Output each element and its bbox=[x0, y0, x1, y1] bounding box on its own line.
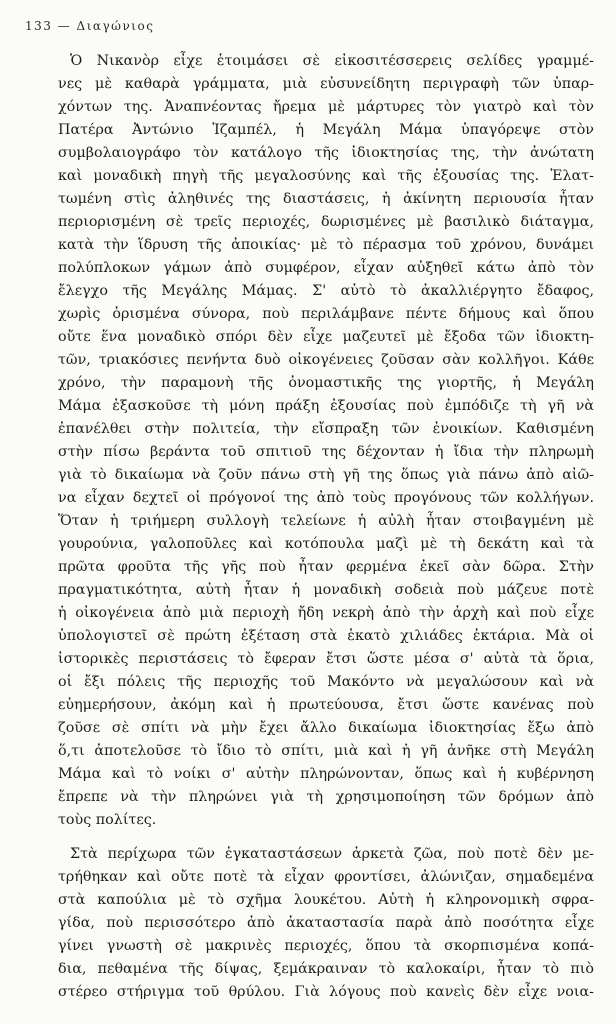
text-line: ὑπολογιστεῖ σὲ πρώτη ἐξέταση στὰ ἑκατὸ χιλιάδες ἑκτάρια. Μὰ οἱ bbox=[58, 628, 594, 644]
paragraph bbox=[58, 843, 594, 1004]
text-line: γουρούνια, γαλοποῦλες καὶ κοτόπουλα μαζὶ μὲ τὴ δεκάτη καὶ τὰ bbox=[58, 536, 594, 552]
text-line: Ὁ Νικανὸρ εἶχε ἑτοιμάσει σὲ εἰκοσιτέσσερεις σελίδες γραμμέ- bbox=[70, 53, 594, 69]
text-line: Ὅταν ἡ τριήμερη συλλογὴ τελείωνε ἡ αὐλὴ ἦταν στοιβαγμένη μὲ bbox=[58, 513, 594, 529]
text-line: οἱ ἔξι πόλεις τῆς περιοχῆς τοῦ Μακόντο νὰ μεγαλώσουν καὶ νὰ bbox=[58, 674, 594, 690]
text-line: γίνει γνωστὴ σὲ μακρινὲς περιοχές, ὅπου τὰ σκορπισμένα κοπά- bbox=[58, 938, 594, 954]
text-line: στὴν πίσω βεράντα τοῦ σπιτιοῦ της δέχονταν ἡ ἴδια τὴν πληρωμὴ bbox=[58, 444, 594, 460]
text-line: πολύπλοκων γάμων ἀπὸ συμφέρον, εἶχαν αὐξηθεῖ κάτω ἀπὸ τὸν bbox=[58, 260, 594, 276]
text-line: ἐπανέλθει στὴν πολιτεία, τὴν εἴσπραξη τῶν ἐνοικίων. Καθισμένη bbox=[58, 421, 594, 437]
text-line: οὔτε ἕνα μοναδικὸ σπόρι δὲν εἶχε μαζευτεῖ μὲ ἔξοδα τῶν ἰδιοκτη- bbox=[58, 329, 594, 345]
text-line: πραγματικότητα, αὐτὴ ἦταν ἡ μοναδικὴ σοδειὰ ποὺ μάζευε ποτὲ bbox=[58, 582, 594, 598]
text-line: ὅ,τι ἀποτελοῦσε τὸ ἴδιο τὸ σπίτι, μιὰ καὶ ἡ γῆ ἀνῆκε στὴ Μεγάλη bbox=[58, 743, 594, 759]
text-line: ζοῦσε σὲ σπίτι νὰ μὴν ἔχει ἄλλο δικαίωμα ἰδιοκτησίας ἔξω ἀπὸ bbox=[58, 720, 594, 736]
text-line: τῶν, τριακόσιες πενήντα δυὸ οἰκογένειες ζοῦσαν σὰν κολλῆγοι. Κάθε bbox=[58, 352, 594, 368]
text-line: περιορισμένη σὲ τρεῖς περιοχές, δωρισμένες μὲ βασιλικὸ διάταγμα, bbox=[58, 214, 594, 230]
text-line: Στὰ περίχωρα τῶν ἐγκαταστάσεων ἀρκετὰ ζῶα, ποὺ ποτὲ δὲν με- bbox=[70, 846, 594, 862]
text-line: συμβολαιογράφο τὸν κατάλογο τῆς ἰδιοκτησίας της, τὴν ἀνώτατη bbox=[58, 145, 594, 161]
text-line: Μάμα ἐξασκοῦσε τὴ μόνη πράξη ἐξουσίας ποὺ ἐμπόδιζε τὴ γῆ νὰ bbox=[58, 398, 594, 414]
text-line: γίδα, ποὺ περισσότερο ἀπὸ ἀκαταστασία παρὰ ἀπὸ ποσότητα εἶχε bbox=[58, 915, 594, 931]
text-line: εὐημερήσουν, ἀκόμη καὶ ἡ πρωτεύουσα, ἔτσι ὥστε κανένας ποὺ bbox=[58, 697, 594, 713]
text-line: στὰ καπούλια μὲ τὸ σχῆμα λουκέτου. Αὐτὴ ἡ κληρονομικὴ σφρα- bbox=[58, 892, 594, 908]
text-line: ἔλεγχο τῆς Μεγάλης Μάμας. Σ' αὐτὸ τὸ ἀκαλλιέργητο ἔδαφος, bbox=[58, 283, 594, 299]
text-line: χρόνο, τὴν παραμονὴ τῆς ὀνομαστικῆς της γιορτῆς, ἡ Μεγάλη bbox=[58, 375, 594, 391]
text-line: να εἶχαν δεχτεῖ οἱ πρόγονοί της ἀπὸ τοὺς προγόνους τῶν κολλήγων. bbox=[58, 490, 594, 506]
text-line: Πατέρα Ἀντώνιο Ἰζαμπέλ, ἡ Μεγάλη Μάμα ὑπαγόρεψε στὸν bbox=[58, 122, 594, 138]
text-line: δια, πεθαμένα τῆς δίψας, ξεμάκραιναν τὸ καλοκαίρι, ἦταν τὸ πιὸ bbox=[58, 961, 594, 977]
text-line: πρῶτα φροῦτα τῆς γῆς ποὺ ἦταν φερμένα ἐκεῖ σὰν δῶρα. Στὴν bbox=[58, 559, 594, 575]
text-line: χωρὶς ὁρισμένα σύνορα, ποὺ περιλάμβανε πέντε δήμους καὶ ὅπου bbox=[58, 306, 594, 322]
text-line: ἱστορικὲς περιστάσεις τὸ ἔφεραν ἔτσι ὥστε μέσα σ' αὐτὰ τὰ ὅρια, bbox=[58, 651, 594, 667]
text-line: τοὺς πολίτες. bbox=[58, 812, 157, 828]
text-line: χόντων της. Ἀναπνέοντας ἤρεμα μὲ μάρτυρες τὸν γιατρὸ καὶ τὸν bbox=[58, 99, 594, 115]
paragraph bbox=[58, 50, 594, 832]
text-line: καὶ μοναδικὴ πηγὴ τῆς μεγαλοσύνης καὶ τῆς ἐξουσίας της. Ἐλατ- bbox=[58, 168, 594, 184]
text-line: ἡ οἰκογένεια ἀπὸ μιὰ περιοχὴ ἤδη νεκρὴ ἀπὸ τὴν ἀρχὴ καὶ ποὺ εἶχε bbox=[58, 605, 594, 621]
text-line: στέρεο στήριγμα τοῦ θρύλου. Γιὰ λόγους ποὺ κανεὶς δὲν εἶχε νοια- bbox=[58, 984, 594, 1000]
text-line: νες μὲ καθαρὰ γράμματα, μιὰ εὐσυνείδητη περιγραφὴ τῶν ὑπαρ- bbox=[58, 76, 594, 92]
body-text bbox=[58, 50, 594, 1004]
text-line: κατὰ τὴν ἵδρυση τῆς ἀποικίας· μὲ τὸ πέρασμα τοῦ χρόνου, δυνάμει bbox=[58, 237, 594, 253]
text-line: Μάμα καὶ τὸ νοίκι σ' αὐτὴν πληρώνονταν, ὅπως καὶ ἡ κυβέρνηση bbox=[58, 766, 594, 782]
text-line: ἔπρεπε νὰ τὴν πληρώνει γιὰ τὴ χρησιμοποίηση τῶν δρόμων ἀπὸ bbox=[58, 789, 594, 805]
text-line: γιὰ τὸ δικαίωμα νὰ ζοῦν πάνω στὴ γῆ της ὅπως γιὰ πάνω ἀπὸ αἰῶ- bbox=[58, 467, 594, 483]
text-line: τρήθηκαν καὶ οὔτε ποτὲ τὰ εἶχαν φροντίσει, ἀλώνιζαν, σημαδεμένα bbox=[58, 869, 594, 885]
page-header: 133 — Διαγώνιος bbox=[25, 19, 155, 33]
text-line: τωμένη στὶς ἀληθινές της διαστάσεις, ἡ ἀκίνητη περιουσία ἦταν bbox=[58, 191, 594, 207]
